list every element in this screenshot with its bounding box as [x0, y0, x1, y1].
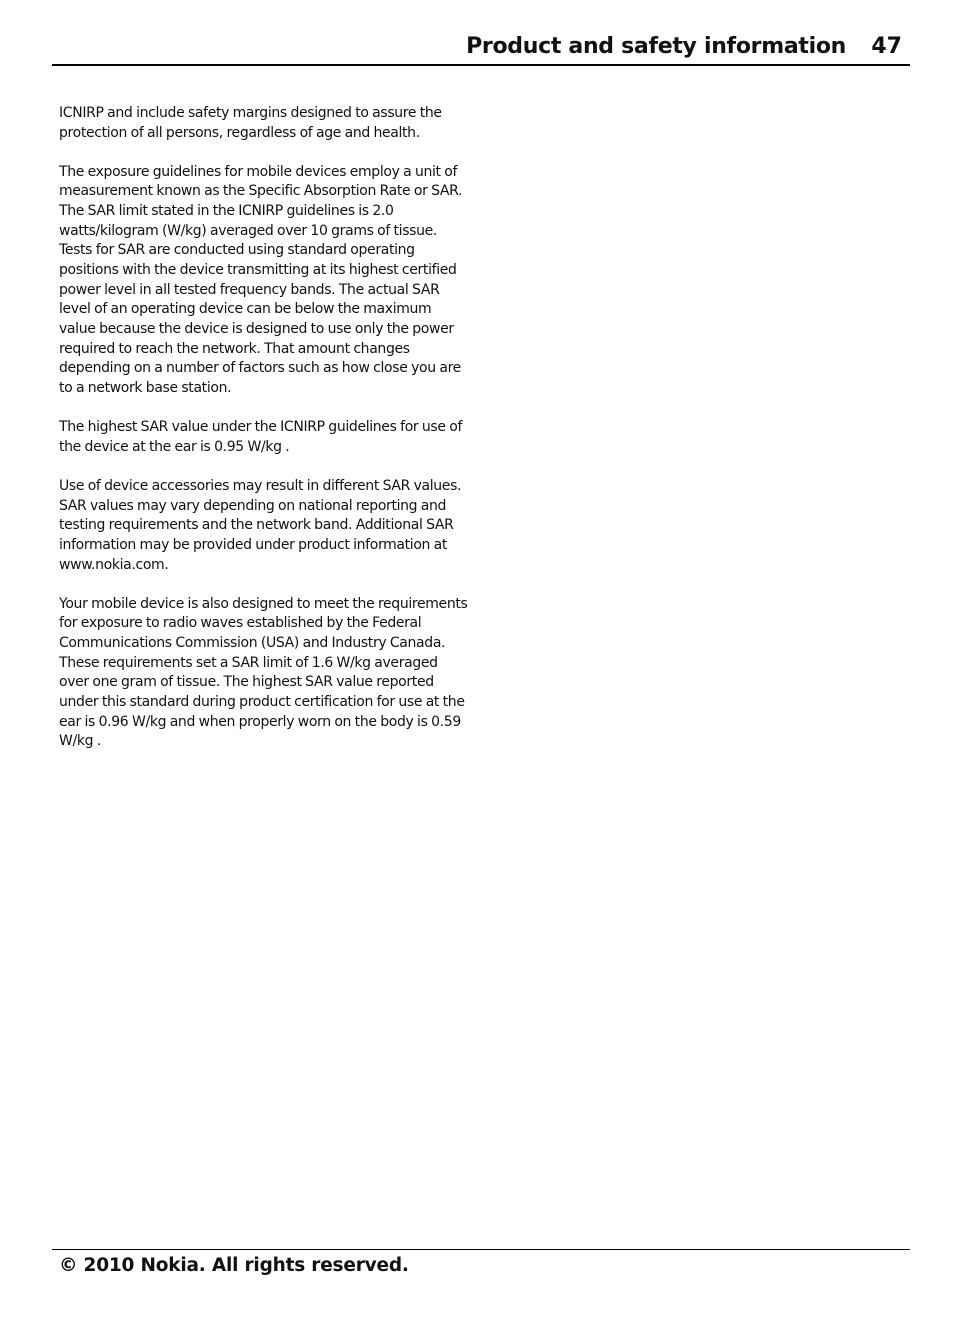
body-text	[59, 104, 469, 772]
page-number: 47	[871, 34, 902, 59]
paragraph-highest-sar-ear: The highest SAR value under the ICNIRP guidelines for use of the device at the ear is 0.95 W/kg .	[59, 419, 463, 455]
paragraph-fcc-requirements: Your mobile device is also designed to meet the requirements for exposure to radio waves established by the Federal Communications Commission (USA) and Industry Canada. These requirements set a SAR limit of 1.6 W/kg averaged over one gram of tissue. The highest SAR value reported under this standard during product certification for use at the ear is 0.96 W/kg and when properly worn on the body is 0.59 W/kg .	[59, 595, 468, 750]
paragraph-icnirp-margins: ICNIRP and include safety margins designed to assure the protection of all persons, regardless of age and health.	[59, 105, 442, 141]
copyright-notice: © 2010 Nokia. All rights reserved.	[59, 1255, 409, 1276]
page-footer	[52, 1249, 910, 1276]
paragraph-accessories-sar: Use of device accessories may result in different SAR values. SAR values may vary depending on national reporting and testing requirements and the network band. Additional SAR information may be provided under product information at www.nokia.com.	[59, 478, 462, 573]
page-header	[52, 30, 910, 66]
section-title: Product and safety information	[466, 34, 846, 59]
paragraph-sar-guidelines: The exposure guidelines for mobile devices employ a unit of measurement known as the Specific Absorption Rate or SAR. The SAR limit stated in the ICNIRP guidelines is 2.0 watts/kilogram (W/kg) averaged over 10 grams of tissue. Tests for SAR are conducted using standard operating positions with the device transmitting at its highest certified power level in all tested frequency bands. The actual SAR level of an operating device can be below the maximum value because the device is designed to use only the power required to reach the network. That amount changes depending on a number of factors such as how close you are to a network base station.	[59, 163, 463, 397]
